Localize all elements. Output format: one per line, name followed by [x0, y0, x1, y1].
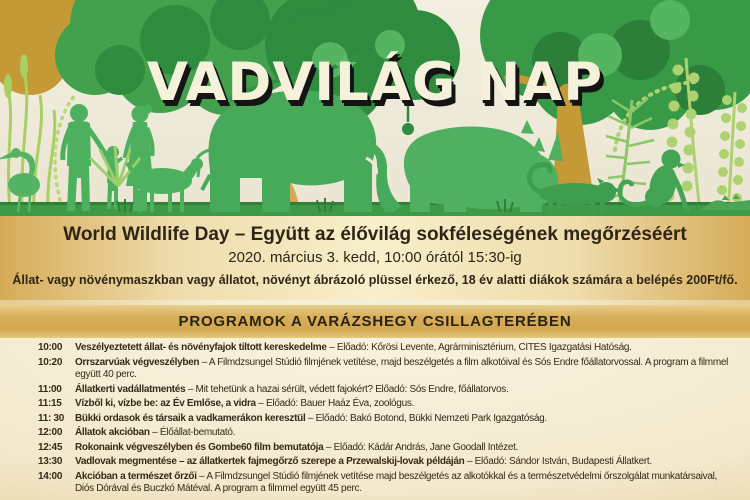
header-scene — [0, 0, 750, 216]
event-date: 2020. március 3. kedd, 10:00 órától 15:30-ig — [228, 249, 522, 266]
program-item — [38, 357, 736, 382]
program-text — [75, 427, 736, 440]
program-details: – Előadó: Kádár András, Jane Goodall Intézet. — [325, 441, 519, 453]
program-details: – Előadó: Bakó Botond, Bükki Nemzeti Park Igazgatóság. — [307, 412, 547, 424]
program-title: Vadlovak megmentése – az állatkertek fajmegőrző szerepe a Przewalskij-lovak példáján — [75, 456, 465, 467]
program-title: Állatkerti vadállatmentés — [75, 383, 186, 395]
program-item — [38, 442, 736, 455]
program-details: – A Filmdzsungel Stúdió filmjének vetítése majd beszélgetés az alkotókkal és a természetvédelmi őrszolgálat munkatársaival, Diós Dórával és Buczkó Mátéval. A program a filmmel együtt 45 perc. — [75, 470, 717, 494]
program-details: – Előadó: Sándor István, Budapesti Állatkert. — [466, 456, 652, 467]
program-item — [38, 471, 736, 496]
program-time: 14:00 — [38, 470, 63, 482]
program-details: – A Filmdzsungel Stúdió filmjének vetítése, majd beszélgetés a film alkotóival és Sós Endre főállatorvossal. A program a filmmel együtt 40 perc. — [75, 356, 729, 380]
event-subtitle: World Wildlife Day – Együtt az élővilág sokféleségének megőrzéséért — [63, 224, 687, 245]
program-item — [38, 398, 736, 411]
program-title: Orrszarvúak végveszélyben — [75, 356, 200, 368]
program-details: – Élőállat-bemutató. — [152, 427, 236, 438]
program-title: Rokonaink végveszélyben és Gombe60 film bemutatója — [75, 441, 324, 453]
program-item — [38, 384, 736, 397]
program-title: Bükki ordasok és társaik a vadkamerákon keresztül — [75, 412, 306, 424]
program-text — [75, 384, 736, 397]
program-text — [75, 413, 736, 426]
info-section — [0, 216, 750, 300]
program-time: 13:30 — [38, 456, 63, 467]
program-item — [38, 427, 736, 440]
program-item — [38, 342, 736, 355]
program-time: 11:15 — [38, 398, 62, 409]
program-details: – Előadó: Bauer Haáz Éva, zoológus. — [258, 398, 415, 409]
program-item — [38, 456, 736, 469]
program-time: 12:45 — [38, 441, 63, 453]
program-time: 11:00 — [38, 383, 62, 395]
program-item — [38, 413, 736, 426]
program-title: Veszélyeztetett állat- és növényfajok tiltott kereskedelme — [75, 342, 327, 353]
program-text — [75, 442, 736, 455]
program-details: – Mit tehetünk a hazai sérült, védett fajokért? Előadó: Sós Endre, főállatorvos. — [187, 383, 509, 395]
program-time: 11: 30 — [38, 412, 65, 424]
program-time: 10:00 — [38, 342, 63, 353]
program-text — [75, 342, 736, 355]
program-text — [75, 471, 736, 496]
program-time: 10:20 — [38, 356, 63, 368]
poster-title: VADVILÁG NAP — [146, 52, 604, 113]
program-text — [75, 456, 736, 469]
program-title: Akcióban a természet őrzői — [75, 470, 197, 482]
program-text — [75, 398, 736, 411]
admission-note: Állat- vagy növénymaszkban vagy állatot, növényt ábrázoló plüssel érkező, 18 év alatti diákok számára a belépés 200Ft/fő. — [12, 273, 738, 287]
program-details: – Előadó: Kőrösi Levente, Agrárminisztérium, CITES Igazgatási Hatóság. — [329, 342, 632, 353]
program-title: Vízből ki, vízbe be: az Év Emlőse, a vidra — [75, 398, 256, 409]
program-time: 12:00 — [38, 427, 63, 438]
program-text — [75, 357, 736, 382]
program-list — [0, 338, 750, 500]
program-title: Állatok akcióban — [75, 427, 150, 438]
program-section-header: PROGRAMOK A VARÁZSHEGY CSILLAGTERÉBEN — [0, 305, 750, 338]
